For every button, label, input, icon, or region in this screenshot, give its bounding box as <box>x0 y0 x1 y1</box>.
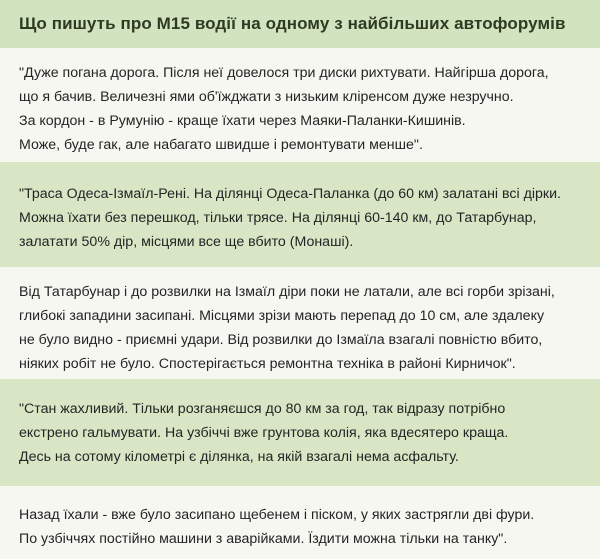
quote-line: Назад їхали - вже було засипано щебенем і піском, у яких застрягли дві фури. <box>19 507 535 523</box>
header-bar <box>0 0 600 50</box>
quote-line: Можна їхати без перешкод, тільки трясе. На ділянці 60-140 км, до Татарбунар, <box>19 210 537 226</box>
quote-line: глибокі западини засипані. Місцями зрізи мають перепад до 10 см, але здалеку <box>19 308 545 324</box>
quote-line: ніяких робіт не було. Спостерігається ремонтна техніка в районі Кирничок". <box>19 356 516 372</box>
quote-line: не було видно - приємні удари. Від розвилки до Ізмаїла взагалі повністю вбито, <box>19 332 543 348</box>
quote-line: Може, буде гак, але набагато швидше і ремонтувати менше". <box>19 137 423 153</box>
quote-line: По узбіччях постійно машини з аварійками. Їздити можна тільки на танку". <box>19 531 508 547</box>
quote-block-5 <box>0 486 600 559</box>
quote-line: залатати 50% дір, місцями все ще вбито (Монаші). <box>19 234 354 250</box>
quote-block-4 <box>0 379 600 486</box>
quote-line: "Стан жахливий. Тільки розганяєшся до 80 км за год, так відразу потрібно <box>19 401 506 417</box>
quote-line: екстрено гальмувати. На узбіччі вже грунтова колія, яка вдесятеро краща. <box>19 425 509 441</box>
quote-line: Від Татарбунар і до розвилки на Ізмаїл діри поки не латали, але всі горби зрізані, <box>19 284 555 300</box>
quote-block-1 <box>0 50 600 162</box>
quote-line: "Дуже погана дорога. Після неї довелося три диски рихтувати. Найгірша дорога, <box>19 65 549 81</box>
quote-line: Десь на сотому кілометрі є ділянка, на якій взагалі нема асфальту. <box>19 449 459 465</box>
quote-line: "Траса Одеса-Ізмаїл-Рені. На ділянці Одеса-Паланка (до 60 км) залатані всі дірки. <box>19 186 561 202</box>
quote-line: За кордон - в Румунію - краще їхати через Маяки-Паланки-Кишинів. <box>19 113 466 129</box>
quote-block-2 <box>0 162 600 267</box>
quote-line: що я бачив. Величезні ями об'їжджати з низьким кліренсом дуже незручно. <box>19 89 514 105</box>
quote-block-3 <box>0 267 600 379</box>
page-title: Що пишуть про М15 водії на одному з найбільших автофорумів <box>19 14 566 33</box>
